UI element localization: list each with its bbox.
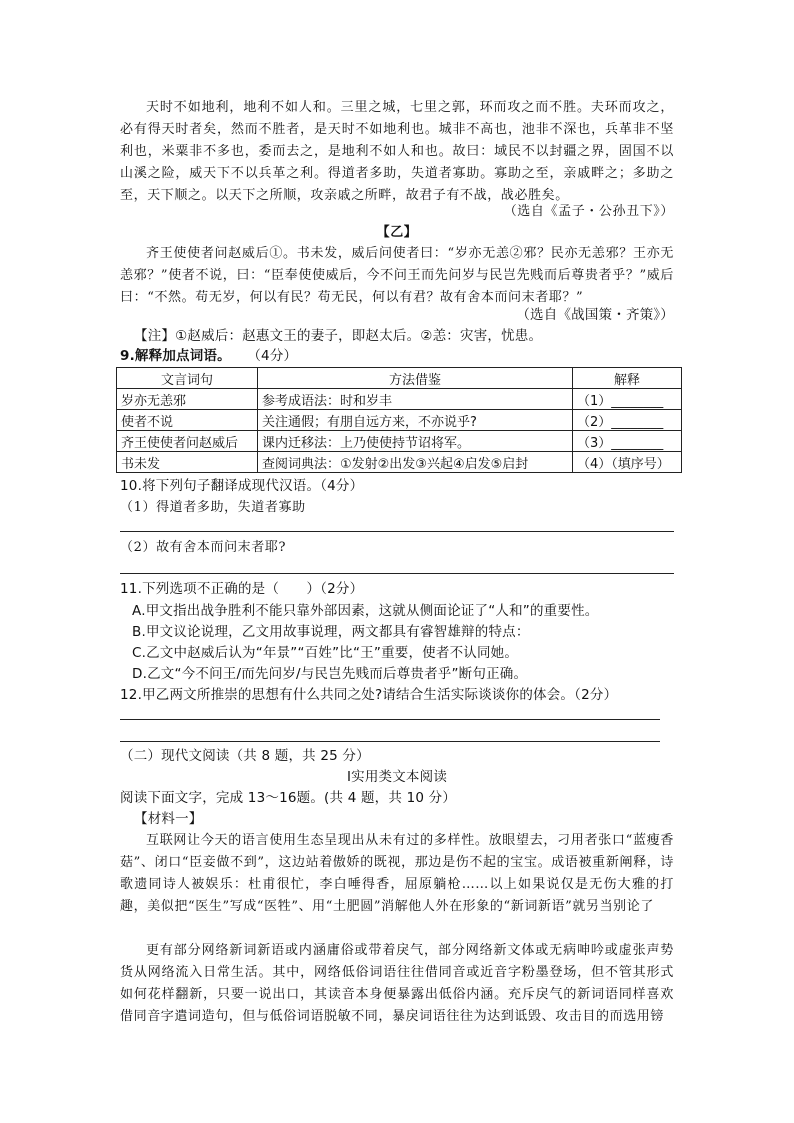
q9-score: （4分） xyxy=(247,348,298,364)
answer-blank[interactable]: （4）（填序号） xyxy=(573,452,682,473)
table-cell: 岁亦无恙邪 xyxy=(117,389,258,410)
q10-title: 10.将下列句子翻译成现代汉语。（4分） xyxy=(120,478,364,494)
passage-yi-heading: 【乙】 xyxy=(376,225,418,240)
table-cell: 齐王使使者问赵威后 xyxy=(117,431,258,452)
q12-answer-line-1[interactable] xyxy=(120,719,660,720)
answer-blank[interactable]: （2）________ xyxy=(573,410,682,431)
q9-title-line xyxy=(120,345,420,367)
q10-sentence-2: （2）故有舍本而问末者耶? xyxy=(120,540,287,555)
q12-title: 12.甲乙两文所推崇的思想有什么共同之处?请结合生活实际谈谈你的体会。（2分） xyxy=(120,687,618,703)
q9-title: 9.解释加点词语。 xyxy=(120,348,231,364)
q11-title: 11.下列选项不正确的是（ ）（2分） xyxy=(120,581,364,597)
passage-jia: 天时不如地利，地利不如人和。三里之城，七里之郭，环而攻之而不胜。夫环而攻之，必有得天时者矣，然而不胜者，是天时不如地利也。城非不高也，池非不深也，兵革非不坚利也，米粟非不多也，委而去之，是地利不如人和也。故曰：域民不以封疆之界，固国不以山溪之险，威天下不以兵革之利。得道者多助，失道者寡助。寡助之至，亲戚畔之；多助之至，天下顺之。以天下之所顺，攻亲戚之所畔，故君子有不战，战必胜矣。 xyxy=(120,100,674,203)
table-cell: 书未发 xyxy=(117,452,258,473)
q11-option-b[interactable]: B.甲文议论说理，乙文用故事说理，两文都具有睿智雄辩的特点： xyxy=(132,624,530,640)
passage-yi-note: 【注】①赵威后：赵惠文王的妻子，即赵太后。②恙：灾害，忧患。 xyxy=(134,328,543,344)
q11-option-a[interactable]: A.甲文指出战争胜利不能只靠外部因素，这就从侧面论证了“人和”的重要性。 xyxy=(132,603,599,619)
q11-option-c[interactable]: C.乙文中赵威后认为“年景”“百姓”比“王”重要，使者不认同她。 xyxy=(132,645,519,661)
table-cell: 关注通假；有朋自远方来，不亦说乎? xyxy=(258,410,573,431)
table-cell: 课内迁移法：上乃使使持节诏将军。 xyxy=(258,431,573,452)
section2-subheading: Ⅰ实用类文本阅读 xyxy=(346,769,448,785)
table-cell: 参考成语法：时和岁丰 xyxy=(258,389,573,410)
q10-answer-line-1[interactable] xyxy=(120,531,674,532)
section2-heading: （二）现代文阅读（共 8 题，共 25 分） xyxy=(120,748,370,764)
passage-jia-source: （选自《孟子・公孙丑下》） xyxy=(503,204,674,219)
column-header: 文言词句 xyxy=(117,368,258,389)
answer-blank[interactable]: （1）________ xyxy=(573,389,682,410)
q10-answer-line-2[interactable] xyxy=(120,573,674,574)
table-row xyxy=(117,389,682,410)
column-header: 解释 xyxy=(573,368,682,389)
table-row xyxy=(117,431,682,452)
table-cell: 查阅词典法：①发射②出发③兴起④启发⑤启封 xyxy=(258,452,573,473)
material-para-1: 互联网让今天的语言使用生态呈现出从未有过的多样性。放眼望去，刁用者张口“蓝瘦香菇”、闭口“臣妾做不到”，这边站着傲娇的既视，那边是伤不起的宝宝。成语被重新阐释，诗歌遗同诗人被娱乐：杜甫很忙，李白唾得香，屈原躺枪……以上如果说仅是无伤大雅的打趣，美似把“医生”写成“医牲”、用“土肥圆”消解他人外在形象的“新词新语”就另当别论了 xyxy=(120,833,674,914)
answer-blank[interactable]: （3）________ xyxy=(573,431,682,452)
material-label: 【材料一】 xyxy=(134,811,203,827)
passage-yi-source: （选自《战国策・齐策》） xyxy=(516,307,674,323)
table-header-row xyxy=(117,368,682,389)
q12-answer-line-2[interactable] xyxy=(120,741,660,742)
section2-instruction: 阅读下面文字，完成 13～16题。(共 4 题，共 10 分） xyxy=(120,790,457,806)
column-header: 方法借鉴 xyxy=(258,368,573,389)
q9-table xyxy=(116,367,682,473)
material-para-2: 更有部分网络新词新语或内涵庸俗或带着戾气，部分网络新文体或无病呻吟或虚张声势货从网络流入日常生活。其中，网络低俗词语往往借同音或近音字粉墨登场，但不管其形式如何花样翻新，只要一说出口，其读音本身便暴露出低俗内涵。充斥戾气的新词语同样喜欢借同音字遣词造句，但与低俗词语脱敏不同，暴戾词语往往为达到诋毁、攻击目的而选用镑 xyxy=(120,943,674,1024)
table-cell: 使者不说 xyxy=(117,410,258,431)
passage-yi: 齐王使使者问赵威后①。书未发，威后问使者曰：“岁亦无恙②邪？民亦无恙邪？王亦无恙邪？”使者不说，曰：“臣奉使使威后，今不问王而先问岁与民岂先贱而后尊贵者乎？”威后曰：“不然。苟无岁，何以有民？苟无民，何以有君？故有舍本而问末者耶？” xyxy=(120,246,674,305)
table-row xyxy=(117,452,682,473)
q11-option-d[interactable]: D.乙文“今不问王/而先问岁/与民岂先贱而后尊贵者乎”断句正确。 xyxy=(132,666,528,682)
table-row xyxy=(117,410,682,431)
q10-sentence-1: （1）得道者多助，失道者寡助 xyxy=(120,500,306,515)
